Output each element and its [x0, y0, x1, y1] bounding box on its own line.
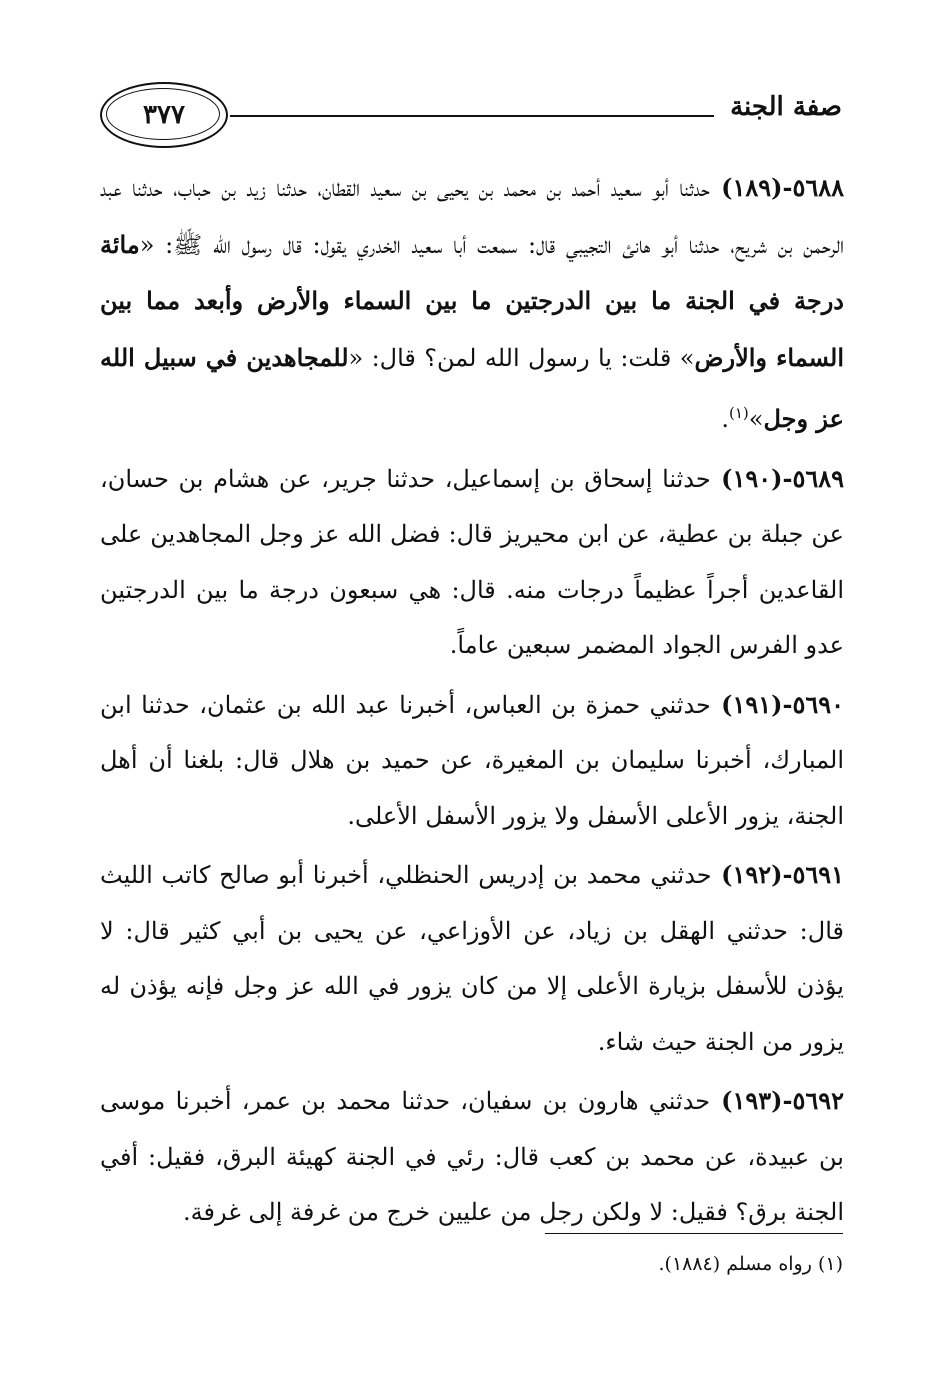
text-segment: حدثنا إسحاق بن إسماعيل، حدثنا جرير، عن هشام بن حسان، عن جبلة بن عطية، عن ابن محيريز قال: فضل الله عز وجل المجاهدين على القاعدين أجراً عظيماً درجات منه. قال: هي سبعون درجة ما بين الدرجتين عدو الفرس الجواد المضمر سبعين عاماً.: [100, 464, 844, 659]
bold-text-segment: ٥٦٨٩-(١٩٠): [710, 463, 844, 493]
body-text: [100, 160, 844, 1241]
text-segment: حدثني محمد بن إدريس الحنظلي، أخبرنا أبو صالح كاتب الليث قال: حدثني الهقل بن زياد، عن الأوزاعي، عن يحيى بن أبي كثير قال: لا يؤذن للأسفل بزيارة الأعلى إلا من كان يزور في الله عز وجل فإنه يؤذن له يزور من الجنة حيث شاء.: [100, 861, 844, 1056]
bold-text-segment: ٥٦٩٠-(١٩١): [710, 689, 844, 719]
header-rule: [230, 115, 714, 117]
hadith-5690: [100, 677, 844, 845]
bold-text-segment: ٥٦٩٢-(١٩٣): [710, 1086, 844, 1115]
hadith-5689: [100, 451, 844, 674]
hadith-5691: [100, 847, 844, 1070]
text-segment: حدثني حمزة بن العباس، أخبرنا عبد الله بن عثمان، حدثنا ابن المبارك، أخبرنا سليمان بن المغيرة، عن حميد بن هلال قال: بلغنا أن أهل الجنة، يزور الأعلى الأسفل ولا يزور الأسفل الأعلى.: [100, 690, 844, 830]
hadith-5692: [100, 1073, 844, 1241]
running-title: صفة الجنة: [730, 92, 842, 122]
bold-text-segment: مائة درجة في الجنة ما بين الدرجتين ما بين السماء والأرض وأبعد مما بين السماء والأرض: [100, 229, 844, 372]
footnote: (١) رواه مسلم (١٨٨٤).: [658, 1253, 843, 1275]
hadith-5688: [100, 160, 844, 448]
page-number-frame: [100, 82, 228, 148]
page-number: ٣٧٧: [143, 100, 185, 130]
text-segment: حدثني هارون بن سفيان، حدثنا محمد بن عمر، أخبرنا موسى بن عبيدة، عن محمد بن كعب قال: رئي في الجنة كهيئة البرق، فقيل: أفي الجنة برق؟ فقيل: لا ولكن رجل من عليين خرج من غرفة إلى غرفة.: [100, 1087, 844, 1226]
page-header: [100, 82, 842, 152]
footnote-marker: (١): [729, 404, 749, 422]
text-segment: .: [721, 405, 729, 433]
text-segment: »: [748, 405, 764, 433]
footnote-rule: [545, 1233, 843, 1234]
text-segment: حدثنا أبو سعيد أحمد بن محمد بن يحيى بن سعيد القطان، حدثنا زيد بن حباب، حدثنا عبد الرحمن بن شريح، حدثنا أبو هانئ التجيبي قال: سمعت أبا سعيد الخدري يقول: قال رسول الله ﷺ: «: [100, 174, 844, 259]
bold-text-segment: ٥٦٨٨-(١٨٩): [709, 173, 844, 202]
text-segment: » قلت: يا رسول الله لمن؟ قال: «: [348, 343, 695, 372]
bold-text-segment: ٥٦٩١-(١٩٢): [711, 860, 844, 889]
bold-text-segment: للمجاهدين في سبيل الله عز وجل: [100, 342, 844, 433]
